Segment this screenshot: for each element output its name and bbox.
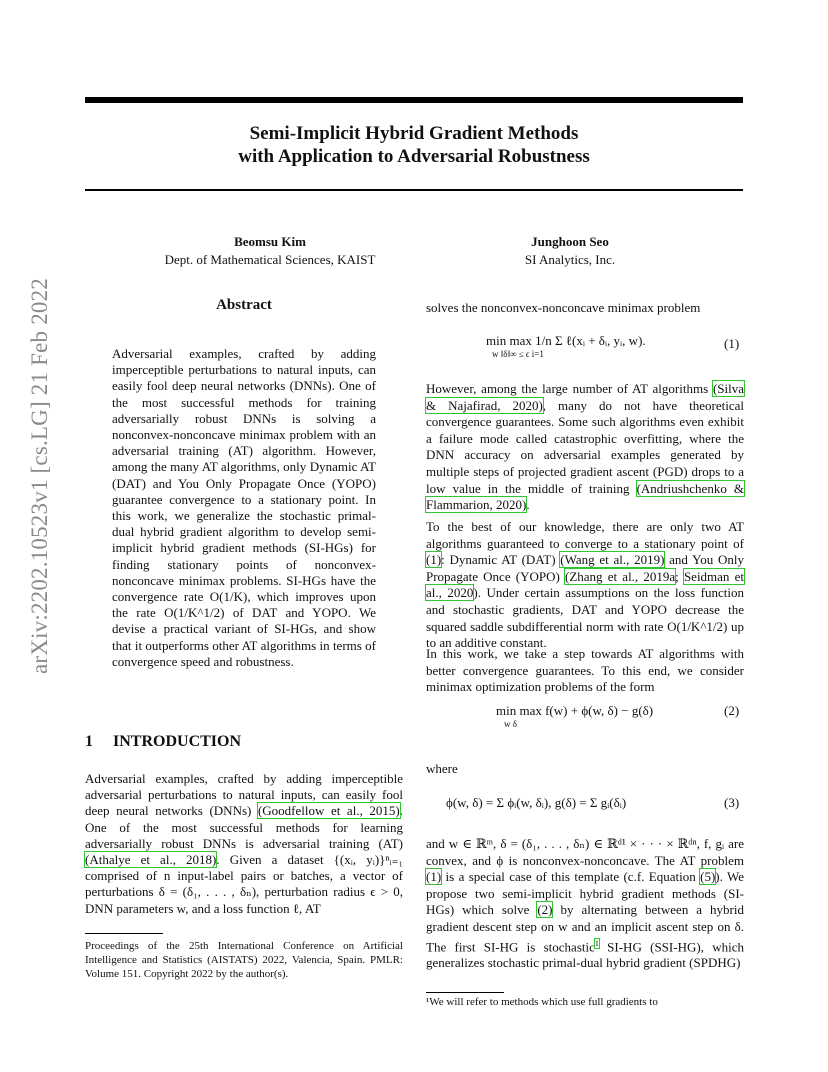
author-affiliation: Dept. of Mathematical Sciences, KAIST [164, 252, 376, 267]
author-name: Junghoon Seo [531, 234, 609, 249]
paragraph [426, 381, 744, 514]
top-rule [85, 97, 743, 103]
equation-body: min max f(w) + ϕ(w, δ) − g(δ) [496, 703, 654, 718]
paragraph: In this work, we take a step towards AT algorithms with better convergence guarantees. To this end, we consider minimax optimization problems of the form [426, 646, 744, 695]
author-affiliation: SI Analytics, Inc. [524, 252, 616, 267]
where-label: where [426, 761, 458, 776]
citation-link[interactable]: (Wang et al., 2019) [560, 552, 665, 568]
equation-2 [496, 703, 653, 729]
equation-subscript: w δ [504, 719, 517, 729]
citation-link[interactable]: (Goodfellow et al., 2015) [257, 803, 400, 819]
footnote-proceedings: Proceedings of the 25th International Conference on Artificial Intelligence and Statistics (AISTATS) 2022, Valencia, Spain. PMLR: Volume 151. Copyright 2022 by the author(s). [85, 940, 403, 980]
equation-number: (2) [724, 703, 740, 718]
citation-link[interactable]: Seidman et al., 2020 [426, 568, 744, 601]
equation-ref-link[interactable]: (1) [426, 869, 442, 885]
citation-link[interactable]: (Athalye et al., 2018) [85, 852, 217, 868]
citation-link[interactable]: (Silva & Najafirad, 2020) [426, 381, 744, 413]
section-title: INTRODUCTION [113, 733, 242, 750]
equation-3: ϕ(w, δ) = Σ ϕᵢ(w, δᵢ), g(δ) = Σ gᵢ(δᵢ) [446, 795, 627, 810]
text-span: , many do not have theoretical convergence guarantees. Some such algorithms even exhibit a failure mode called catastrophic overfitting, where the DNN accuracy on adversarial examples generated by multiple steps of projected gradient ascent (PGD) drops to a low value in the middle of training [426, 397, 744, 496]
citation-link[interactable]: (Zhang et al., 2019a [565, 568, 676, 584]
author-block-2 [440, 233, 700, 269]
equation-ref-link[interactable]: (1) [426, 552, 442, 568]
paragraph: solves the nonconvex-nonconcave minimax problem [426, 300, 701, 315]
text-span: is a special case of this template (c.f. Equation [441, 869, 701, 885]
equation-number: (3) [724, 795, 740, 810]
text-span: ). Under certain assumptions on the loss function and stochastic gradients, DAT and YOPO decrease the squared saddle subdifferential norm with rate O(1/K^1/2) up to an additive constant. [426, 585, 744, 651]
citation-link[interactable]: (Andriushchenko & Flammarion, 2020) [426, 480, 745, 513]
footnote-text: ¹We will refer to methods which use full gradients to [426, 996, 658, 1008]
text-span: and You Only Propagate Once (YOPO) [426, 552, 744, 584]
paragraph [426, 519, 744, 652]
text-span: ). We propose two semi-implicit hybrid gradient methods (SI-HGs) which solve [426, 869, 745, 918]
equation-ref-link[interactable]: (5) [700, 869, 716, 885]
author-name: Beomsu Kim [234, 234, 306, 249]
text-span: To the best of our knowledge, there are only two AT algorithms guaranteed to converge to a stationary point of [426, 519, 744, 551]
equation-1 [486, 333, 646, 359]
text-span: . [526, 497, 530, 513]
abstract-text: Adversarial examples, crafted by adding imperceptible perturbations to natural inputs, can easily fool deep neural networks (DNNs). One of the most successful methods for training adversarially robust DNNs is solving a nonconvex-nonconcave minimax problem with an adversarial training (AT) algorithm. However, among the many AT algorithms, only Dynamic AT (DAT) and You Only Propagate Once (YOPO) guarantee convergence to a stationary point. In this work, we generalize the stochastic primal-dual hybrid gradient algorithm to develop semi-implicit hybrid gradient methods (SI-HGs) for finding stationary points of nonconvex-nonconcave minimax problems. SI-HGs have the convergence rate O(1/K), which improves upon the rate O(1/K^1/2) of DAT and YOPO. We devise a practical variant of SI-HGs, and show that it outperforms other AT algorithms in terms of convergence speed and robustness. [112, 346, 376, 669]
text-span: by alternating between a hybrid gradient descent step on w and an implicit ascent step on δ. The first SI-HG is stochastic [426, 902, 744, 954]
text-span: . One of the most successful methods for learning adversarially robust DNNs is adversarial training (AT) [85, 803, 403, 851]
text-span: and w ∈ ℝᵐ, δ = (δ₁, . . . , δₙ) ∈ ℝᵈ¹ × · · · × ℝᵈⁿ, f, gᵢ are convex, and ϕ is nonconvex-nonconcave. The AT problem [426, 836, 744, 868]
text-span: SI-HG (SSI-HG), which generalizes stochastic primal-dual hybrid gradient (SPDHG) [426, 938, 744, 971]
arxiv-stamp: arXiv:2202.10523v1 [cs.LG] 21 Feb 2022 [27, 278, 52, 674]
section-heading [85, 733, 241, 751]
equation-subscript: w ‖δ‖∞ ≤ ϵ i=1 [492, 349, 544, 359]
paper-title [85, 122, 743, 168]
paragraph [426, 836, 744, 972]
equation-body: min max 1/n Σ ℓ(xᵢ + δᵢ, yᵢ, w). [486, 333, 646, 348]
footnote-marker-link[interactable]: 1 [594, 938, 599, 948]
section-number: 1 [85, 733, 93, 750]
equation-ref-link[interactable]: (2) [537, 902, 553, 918]
text-span: ; [675, 568, 684, 584]
text-span: : Dynamic AT (DAT) [441, 552, 561, 568]
intro-paragraph [85, 771, 403, 917]
text-span: However, among the large number of AT algorithms [426, 381, 713, 396]
text-span: Adversarial examples, crafted by adding imperceptible adversarial perturbations to natural inputs, can easily fool deep neural networks (DNNs) [85, 771, 403, 819]
equation-number: (1) [724, 336, 740, 351]
author-block-1 [130, 233, 410, 269]
footnote-rule [426, 992, 504, 993]
text-span: . Given a dataset {(xᵢ, yᵢ)}ⁿᵢ₌₁ comprised of n input-label pairs or batches, a vector of perturbations δ = (δ₁, . . . , δₙ), perturbation radius ϵ > 0, DNN parameters w, and a loss function ℓ, AT [85, 852, 404, 916]
abstract-heading: Abstract [216, 297, 272, 313]
footnote-rule [85, 933, 163, 934]
title-line-1: Semi-Implicit Hybrid Gradient Methods [249, 123, 579, 144]
title-line-2: with Application to Adversarial Robustness [238, 146, 590, 167]
title-rule [85, 189, 743, 191]
